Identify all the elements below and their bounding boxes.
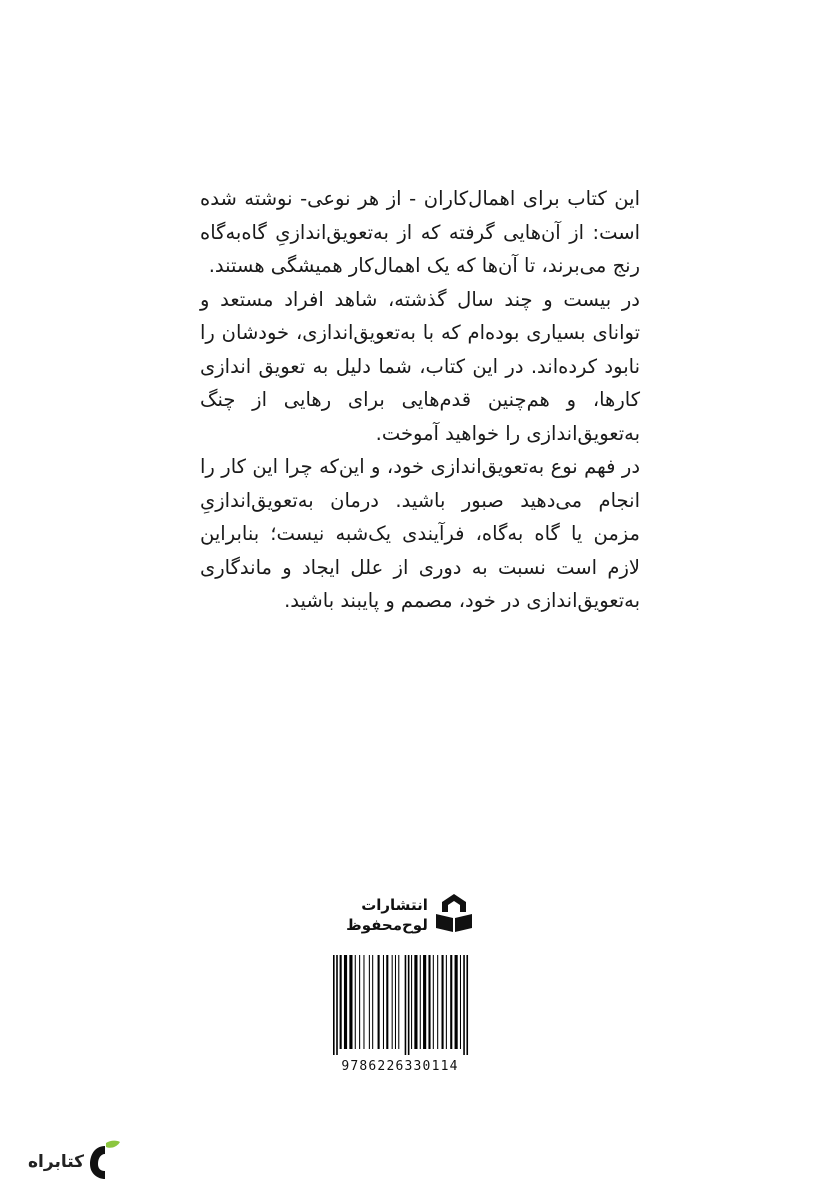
leaf-logo-icon <box>88 1140 122 1184</box>
back-cover-blurb <box>200 182 640 618</box>
isbn-number: 9786226330114 <box>341 1059 459 1074</box>
blurb-paragraph-2: در بیست و چند سال گذشته، شاهد افراد مستعد و توانای بسیاری بوده‌ام که با به‌تعویق‌اندازی، خودشان را نابود کرده‌اند. در این کتاب، شما دلیل به تعویق اندازی کارها، و هم‌چنین قدم‌هایی برای رهایی از چنگ به‌تعویق‌اندازی را خواهید آموخت. <box>200 287 640 445</box>
publisher-mark <box>345 890 475 940</box>
corner-brand-logo <box>28 1142 128 1182</box>
blurb-paragraph-3: در فهم نوع به‌تعویق‌اندازی خود، و این‌که چرا این کار را انجام می‌دهید صبور باشید. درمان به‌تعویق‌اندازیِ مزمن یا گاه به‌گاه، فرآیندی یک‌شبه نیست؛ بنابراین لازم است نسبت به دوری از علل ایجاد و ماندگاری به‌تعویق‌اندازی در خود، مصمم و پایبند باشید. <box>200 455 640 612</box>
publisher-line-2: لوح‌محفوظ <box>346 916 428 934</box>
corner-brand-name: کتابراه <box>28 1152 85 1172</box>
publisher-line-1: انتشارات <box>361 896 428 914</box>
publisher-name <box>346 895 428 935</box>
barcode-icon <box>325 955 475 1055</box>
blurb-paragraph-1: این کتاب برای اهمال‌کاران - از هر نوعی- نوشته شده است: از آن‌هایی گرفته که از به‌تعویق‌اندازیِ گاه‌به‌گاه رنج می‌برند، تا آن‌ها که یک اهمال‌کار همیشگی هستند. <box>200 187 640 277</box>
barcode <box>325 955 475 1075</box>
publisher-book-logo-icon <box>434 892 474 938</box>
